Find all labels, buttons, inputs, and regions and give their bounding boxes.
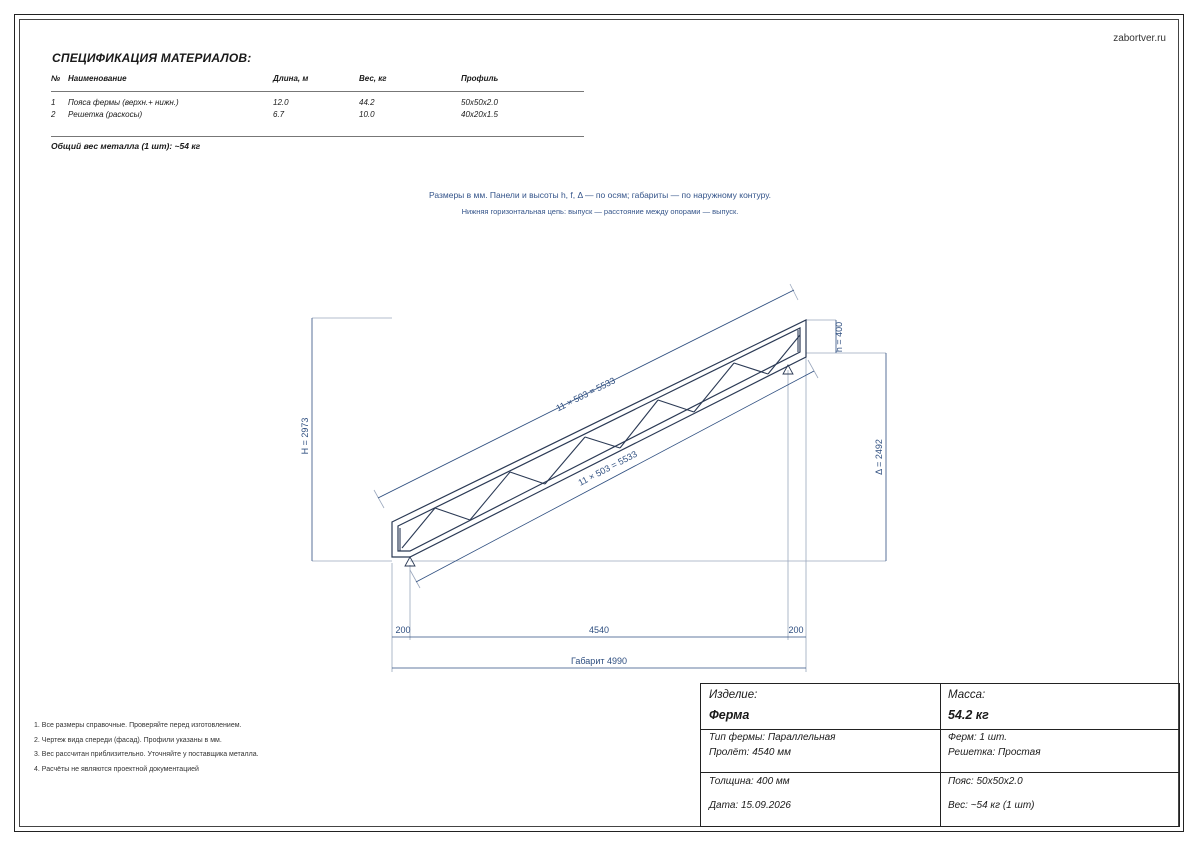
product-label: Изделие: <box>709 689 758 701</box>
general-note: 4. Расчёты не являются проектной документацией <box>34 765 199 773</box>
dim-text-h: h = 400 <box>834 321 844 353</box>
general-note: 2. Чертеж вида спереди (фасад). Профили указаны в мм. <box>34 736 222 744</box>
truss-type: Тип фермы: Параллельная <box>709 732 836 743</box>
general-note: 1. Все размеры справочные. Проверяйте перед изготовлением. <box>34 722 242 729</box>
dim-text-bottom-chord: 11 × 503 = 5533 <box>576 448 639 488</box>
drawing-date: Дата: 15.09.2026 <box>709 800 791 811</box>
spec-header-num: № <box>51 74 61 83</box>
support-left-icon <box>405 557 415 566</box>
extension-line <box>790 284 798 300</box>
spec-header-weight: Вес, кг <box>359 74 387 83</box>
spec-cell: 44.2 <box>359 98 375 107</box>
dim-text-span: 4540 <box>588 625 610 635</box>
lattice-diagonal <box>658 400 694 412</box>
product-value: Ферма <box>709 708 750 722</box>
general-notes <box>34 719 259 777</box>
spec-cell: 2 <box>51 110 56 119</box>
extension-line <box>374 490 384 508</box>
dim-text-h-total: H = 2973 <box>300 417 310 455</box>
spec-cell: 40x20x1.5 <box>461 110 498 119</box>
spec-cell: Решетка (раскосы) <box>68 110 143 119</box>
dim-text-overall: Габарит 4990 <box>570 656 628 666</box>
site-name: zabortver.ru <box>1113 33 1166 44</box>
dim-line-bottom-chord <box>416 371 814 582</box>
spec-cell: 1 <box>51 98 56 107</box>
dim-text-overhang-right: 200 <box>788 625 804 635</box>
title-block-divider <box>940 684 941 827</box>
spec-cell: 10.0 <box>359 110 375 119</box>
dim-text-top-chord: 11 × 503 = 5533 <box>554 375 617 414</box>
chord-profile: Пояс: 50x50x2.0 <box>948 776 1023 787</box>
title-block <box>700 683 1180 827</box>
spec-cell: 50x50x2.0 <box>461 98 498 107</box>
truss-lattice <box>400 330 800 551</box>
mass-label: Масса: <box>948 689 986 701</box>
spec-total: Общий вес металла (1 шт): ~54 кг <box>51 141 201 151</box>
spec-header-profile: Профиль <box>461 74 499 83</box>
truss-outline <box>392 320 806 557</box>
spec-header-name: Наименование <box>68 74 127 83</box>
spec-cell: 12.0 <box>273 98 289 107</box>
extension-line <box>808 360 818 378</box>
lattice-type: Решетка: Простая <box>948 747 1041 758</box>
general-note: 3. Вес рассчитан приблизительно. Уточняйте у поставщика металла. <box>34 751 259 758</box>
total-weight: Вес: ~54 кг (1 шт) <box>948 800 1035 811</box>
dim-text-overhang-left: 200 <box>395 625 411 635</box>
lattice-diagonal <box>402 508 435 548</box>
truss-count: Ферм: 1 шт. <box>948 732 1008 743</box>
truss-thickness: Толщина: 400 мм <box>709 776 790 787</box>
spec-header-length: Длина, м <box>273 74 309 83</box>
lattice-diagonal <box>470 472 510 520</box>
drawing-note-line2: Нижняя горизонтальная цепь: выпуск — расстояние между опорами — выпуск. <box>461 207 739 216</box>
extension-line <box>410 570 420 588</box>
spec-title: СПЕЦИФИКАЦИЯ МАТЕРИАЛОВ: <box>52 51 252 65</box>
drawing-note-line1: Размеры в мм. Панели и высоты h, f, Δ — по осям; габариты — по наружному контуру. <box>428 190 772 200</box>
title-block-divider <box>701 729 1179 730</box>
truss-span: Пролёт: 4540 мм <box>709 747 791 758</box>
lattice-diagonal <box>585 437 620 448</box>
spec-cell: Пояса фермы (верхн.+ нижн.) <box>68 98 179 107</box>
title-block-divider <box>701 772 1179 773</box>
spec-cell: 6.7 <box>273 110 285 119</box>
dim-text-delta: Δ = 2492 <box>874 439 884 475</box>
lattice-diagonal <box>435 508 470 520</box>
truss-inner-contour <box>398 328 800 551</box>
lattice-diagonal <box>734 363 768 374</box>
lattice-diagonal <box>510 472 545 484</box>
supports <box>405 365 793 566</box>
mass-value: 54.2 кг <box>948 708 989 722</box>
